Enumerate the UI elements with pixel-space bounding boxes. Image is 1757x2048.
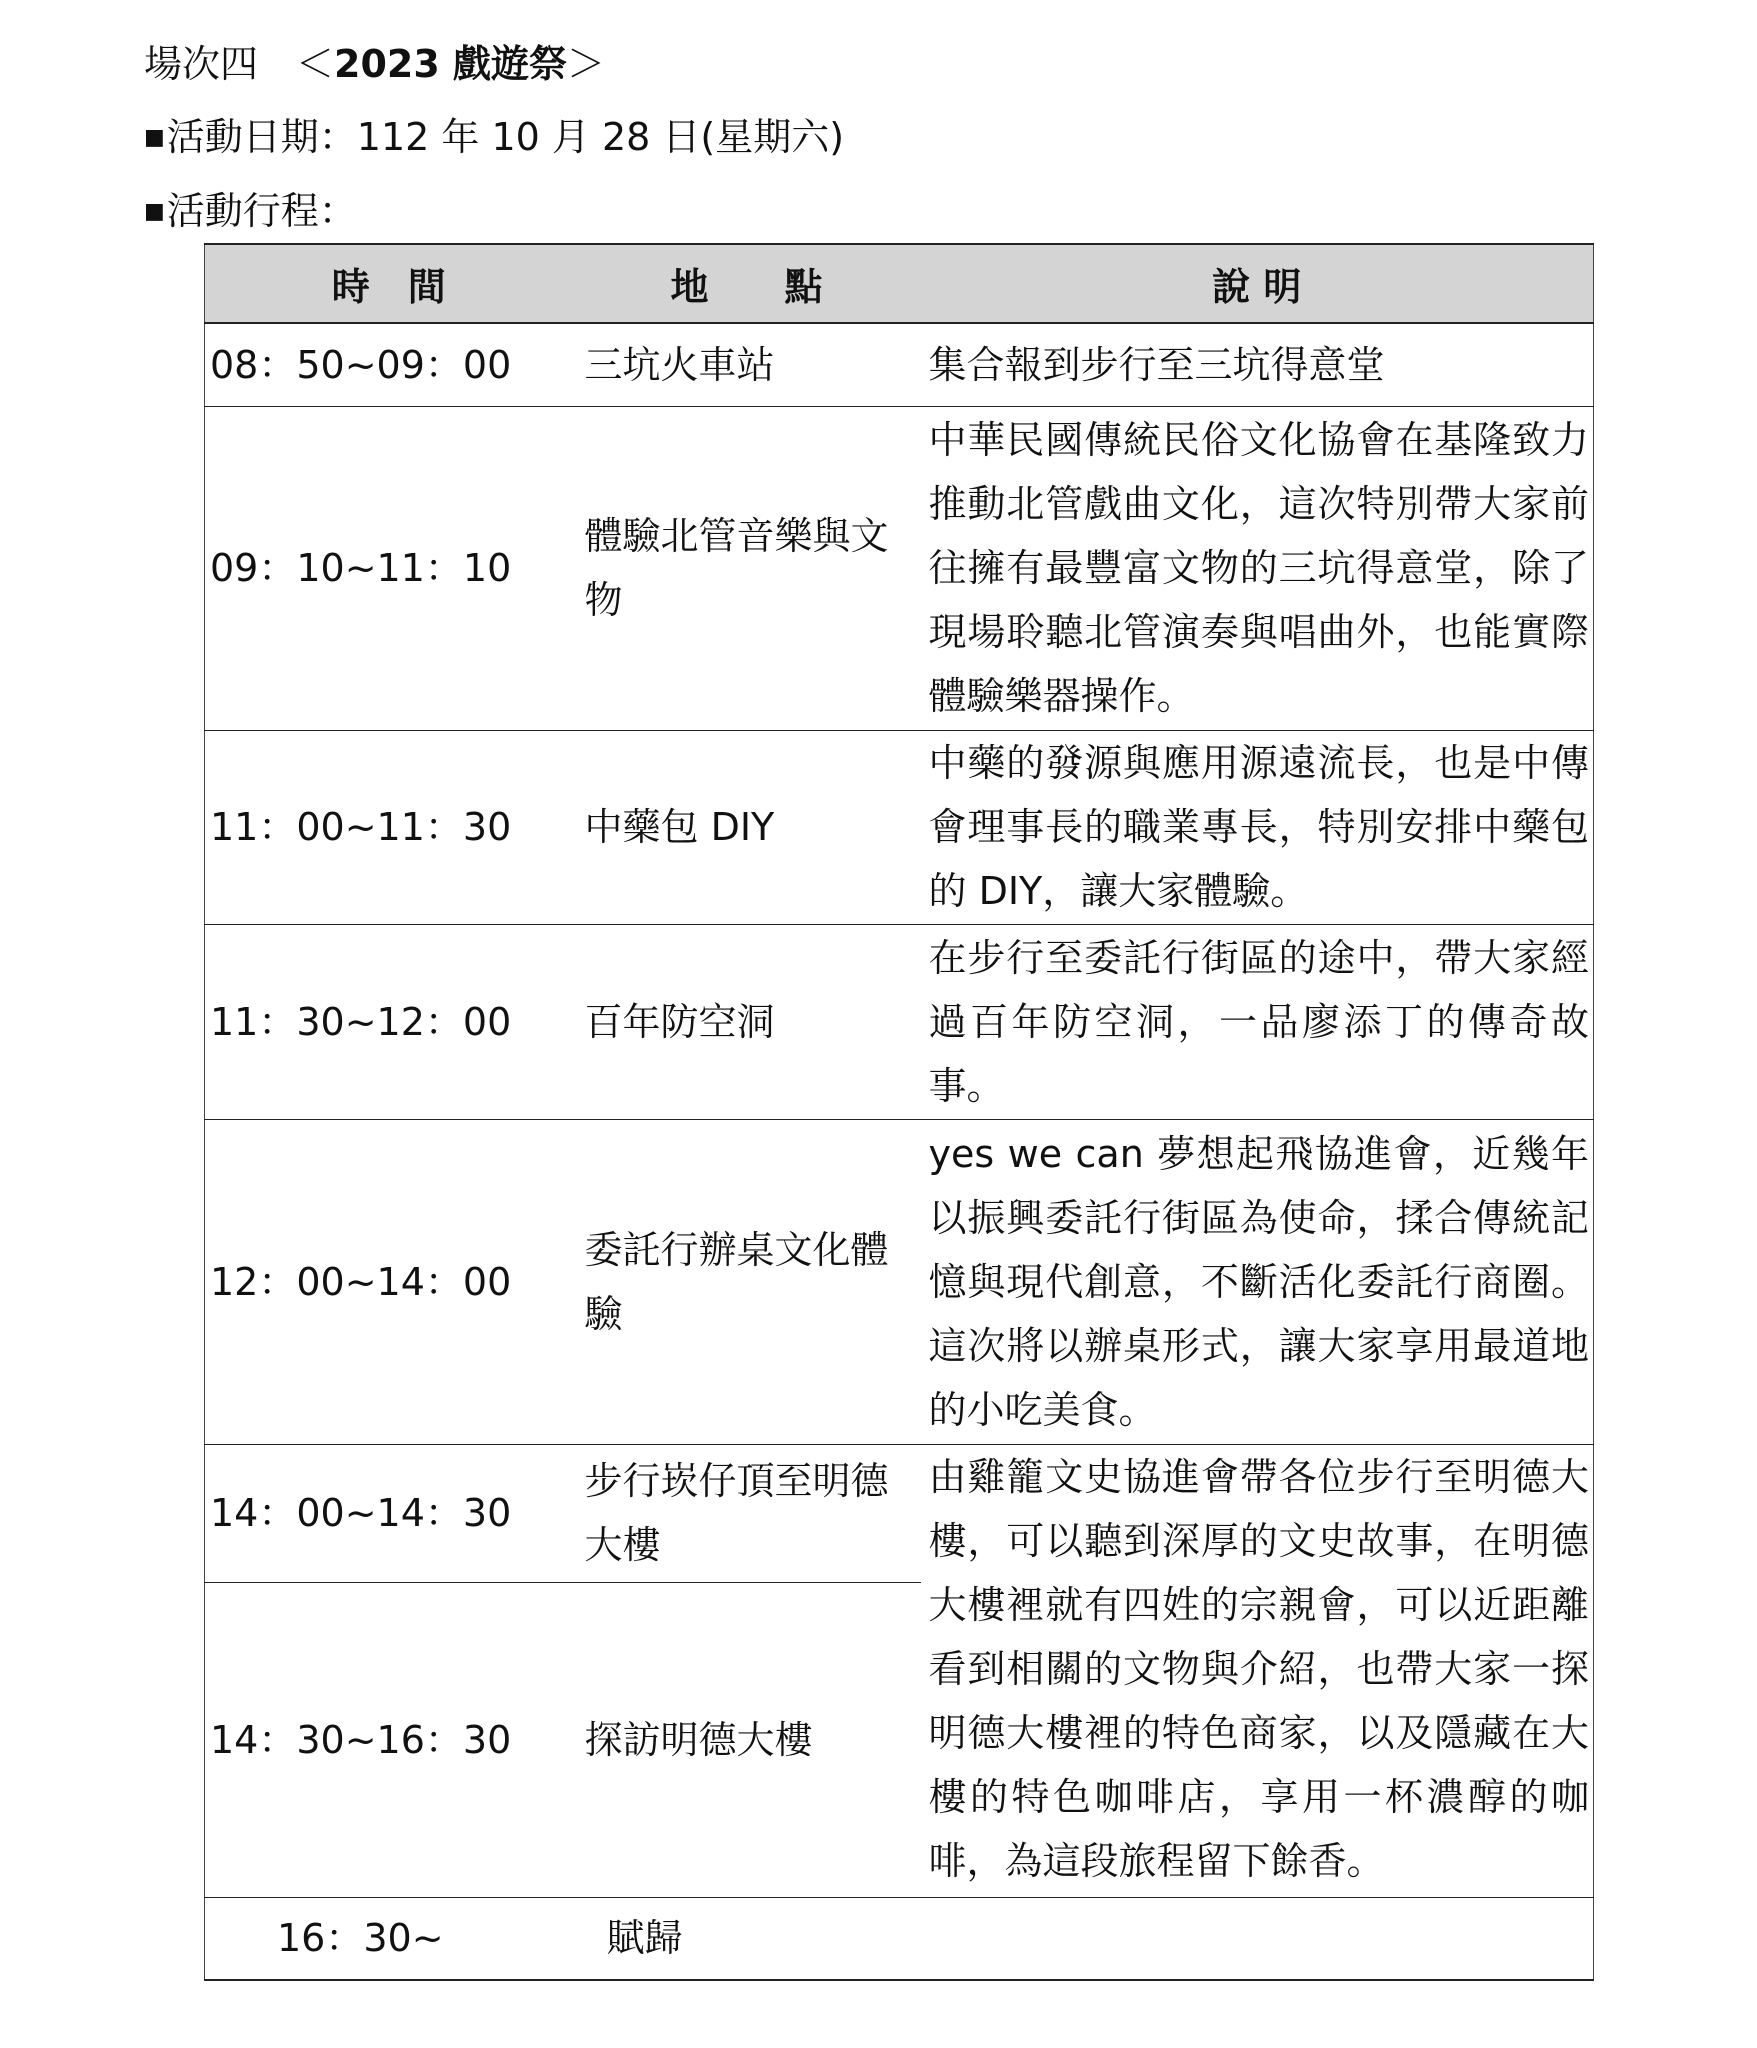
session-title: 2023 戲遊祭: [334, 42, 568, 86]
session-suffix: ＞: [567, 42, 606, 86]
column-header-place: 地 點: [573, 244, 921, 323]
row-time: 11：30~12：00: [205, 924, 573, 1119]
row-description: 中華民國傳統民俗文化協會在基隆致力推動北管戲曲文化，這次特別帶大家前往擁有最豐富文物的三坑得意堂，除了現場聆聽北管演奏與唱曲外，也能實際體驗樂器操作。: [921, 406, 1594, 730]
row-description: [921, 1897, 1594, 1980]
schedule-label: 活動行程：: [166, 189, 357, 233]
row-time: 09：10~11：10: [205, 406, 573, 730]
date-line: [144, 113, 844, 162]
row-place: 三坑火車站: [573, 323, 921, 406]
event-date: 活動日期：112 年 10 月 28 日(星期六): [166, 115, 845, 159]
row-time: 12：00~14：00: [205, 1119, 573, 1444]
table-row: [205, 1444, 1594, 1582]
row-place: 體驗北管音樂與文物: [573, 406, 921, 730]
row-place: 賦歸: [573, 1897, 921, 1980]
row-description: 中藥的發源與應用源遠流長，也是中傳會理事長的職業專長，特別安排中藥包的 DIY，讓大家體驗。: [921, 730, 1594, 924]
row-place: 步行崁仔頂至明德大樓: [573, 1444, 921, 1582]
column-header-description: 說 明: [921, 244, 1594, 323]
table-row: [205, 924, 1594, 1119]
row-time: 11：00~11：30: [205, 730, 573, 924]
square-bullet-icon: ■: [144, 125, 165, 150]
table-header-row: [205, 244, 1594, 323]
row-time: 08：50~09：00: [205, 323, 573, 406]
row-place: 百年防空洞: [573, 924, 921, 1119]
row-time: 16：30~: [205, 1897, 573, 1980]
table-row: [205, 406, 1594, 730]
row-description: 由雞籠文史協進會帶各位步行至明德大樓，可以聽到深厚的文史故事，在明德大樓裡就有四姓的宗親會，可以近距離看到相關的文物與介紹，也帶大家一探明德大樓裡的特色商家，以及隱藏在大樓的特色咖啡店，享用一杯濃醇的咖啡，為這段旅程留下餘香。: [921, 1444, 1594, 1897]
session-prefix: 場次四 ＜: [144, 42, 335, 86]
schedule-table: [204, 243, 1594, 1981]
row-place: 中藥包 DIY: [573, 730, 921, 924]
square-bullet-icon: ■: [144, 199, 165, 224]
table-row: [205, 1897, 1594, 1980]
row-description: 在步行至委託行街區的途中，帶大家經過百年防空洞，一品廖添丁的傳奇故事。: [921, 924, 1594, 1119]
table-row: [205, 323, 1594, 406]
row-time: 14：00~14：30: [205, 1444, 573, 1582]
column-header-time: 時 間: [205, 244, 573, 323]
table-row: [205, 730, 1594, 924]
row-place: 探訪明德大樓: [573, 1582, 921, 1897]
row-place: 委託行辦桌文化體驗: [573, 1119, 921, 1444]
session-heading: [144, 40, 605, 88]
row-time: 14：30~16：30: [205, 1582, 573, 1897]
schedule-label-line: [144, 187, 357, 236]
row-description: 集合報到步行至三坑得意堂: [921, 323, 1594, 406]
row-description: yes we can 夢想起飛協進會，近幾年以振興委託行街區為使命，揉合傳統記憶與現代創意，不斷活化委託行商圈。這次將以辦桌形式，讓大家享用最道地的小吃美食。: [921, 1119, 1594, 1444]
table-row: [205, 1119, 1594, 1444]
